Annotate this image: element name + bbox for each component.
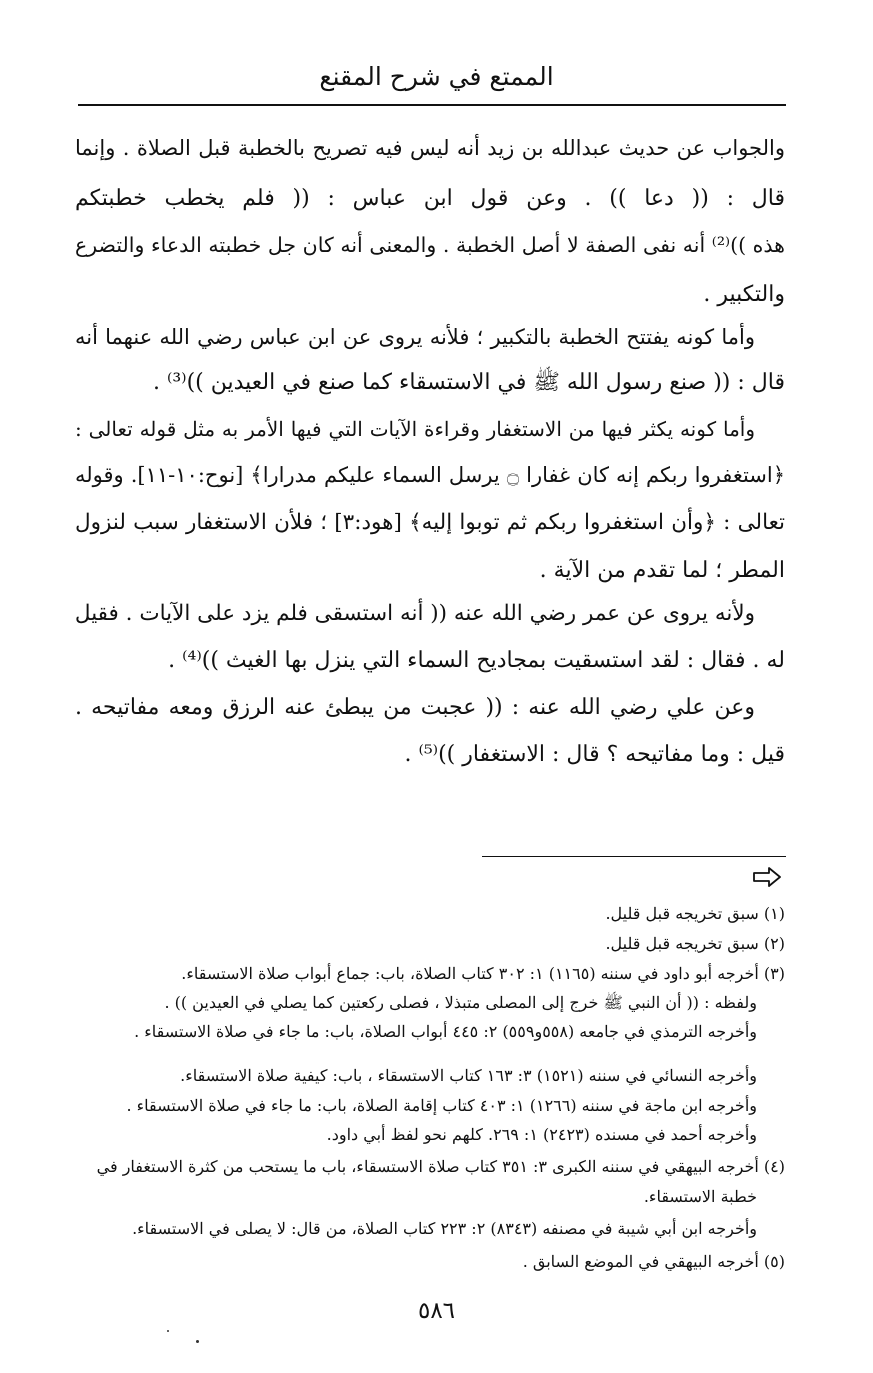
body-line: قال : (( دعا )) . وعن قول ابن عباس : (( فلم يخطب خطبتكم	[75, 186, 785, 211]
footnote: (١) سبق تخريجه قبل قليل.	[605, 904, 785, 923]
arrow-right-icon	[752, 866, 782, 888]
scan-speck	[196, 1340, 199, 1343]
footnote: (٣) أخرجه أبو داود في سننه (١١٦٥) ١: ٣٠٢ كتاب الصلاة، باب: جماع أبواب صلاة الاستسقاء.	[181, 964, 785, 983]
body-line: وأما كونه يكثر فيها من الاستغفار وقراءة الآيات التي فيها الأمر به مثل قوله تعالى :	[75, 417, 755, 441]
footnote: وأخرجه النسائي في سننه (١٥٢١) ٣: ١٦٣ كتاب الاستسقاء ، باب: كيفية صلاة الاستسقاء.	[180, 1066, 757, 1085]
footnote: خطبة الاستسقاء.	[643, 1187, 757, 1206]
scan-speck	[167, 1330, 169, 1332]
footnote: (٤) أخرجه البيهقي في سننه الكبرى ٣: ٣٥١ كتاب صلاة الاستسقاء، باب ما يستحب من كثرة الاستغفار في	[96, 1157, 785, 1176]
footnote: وأخرجه أحمد في مسنده (٢٤٢٣) ١: ٢٦٩. كلهم نحو لفظ أبي داود.	[326, 1125, 757, 1144]
footnote: (٢) سبق تخريجه قبل قليل.	[605, 934, 785, 953]
body-line: هذه ))⁽²⁾ أنه نفى الصفة لا أصل الخطبة . والمعنى أنه كان جل خطبته الدعاء والتضرع	[75, 233, 785, 257]
body-line: تعالى : ﴿وأن استغفروا ربكم ثم توبوا إليه﴾ [هود:٣] ؛ فلأن الاستغفار سبب لنزول	[75, 510, 786, 535]
body-line: له . فقال : لقد استسقيت بمجاديح السماء التي ينزل بها الغيث ))⁽⁴⁾ .	[168, 648, 785, 673]
page-number: ٥٨٦	[417, 1298, 456, 1324]
footnote: وأخرجه ابن ماجة في سننه (١٢٦٦) ١: ٤٠٣ كتاب إقامة الصلاة، باب: ما جاء في صلاة الاستسقاء .	[126, 1096, 757, 1115]
body-line: ولأنه يروى عن عمر رضي الله عنه (( أنه استسقى فلم يزد على الآيات . فقيل	[74, 601, 755, 626]
header-rule	[78, 104, 786, 106]
footnote: ولفظه : (( أن النبي ﷺ خرج إلى المصلى متبذلا ، فصلى ركعتين كما يصلي في العيدين )) .	[164, 993, 757, 1012]
footnote: وأخرجه ابن أبي شيبة في مصنفه (٨٣٤٣) ٢: ٢٢٣ كتاب الصلاة، من قال: لا يصلى في الاستسقاء.	[132, 1219, 757, 1238]
body-line: ﴿استغفروا ربكم إنه كان غفارا ۝ يرسل السماء عليكم مدرارا﴾ [نوح:١٠-١١]. وقوله	[75, 463, 786, 487]
body-line: قال : (( صنع رسول الله ﷺ في الاستسقاء كما صنع في العيدين ))⁽³⁾ .	[152, 370, 785, 395]
body-line: وأما كونه يفتتح الخطبة بالتكبير ؛ فلأنه يروى عن ابن عباس رضي الله عنهما أنه	[75, 325, 755, 349]
body-line: والتكبير .	[703, 282, 785, 307]
body-line: المطر ؛ لما تقدم من الآية .	[539, 558, 785, 583]
body-line: والجواب عن حديث عبدالله بن زيد أنه ليس فيه تصريح بالخطبة قبل الصلاة . وإنما	[75, 136, 785, 160]
footnote: (٥) أخرجه البيهقي في الموضع السابق .	[522, 1252, 785, 1271]
body-line: قيل : وما مفاتيحه ؟ قال : الاستغفار ))⁽⁵⁾ .	[404, 742, 785, 767]
footnote: وأخرجه الترمذي في جامعه (٥٥٨و٥٥٩) ٢: ٤٤٥ أبواب الصلاة، باب: ما جاء في صلاة الاستسقاء .	[134, 1022, 757, 1041]
footnote-separator	[482, 856, 786, 857]
body-line: وعن علي رضي الله عنه : (( عجبت من يبطئ عنه الرزق ومعه مفاتيحه .	[75, 695, 755, 720]
page-title: الممتع في شرح المقنع	[319, 62, 554, 91]
